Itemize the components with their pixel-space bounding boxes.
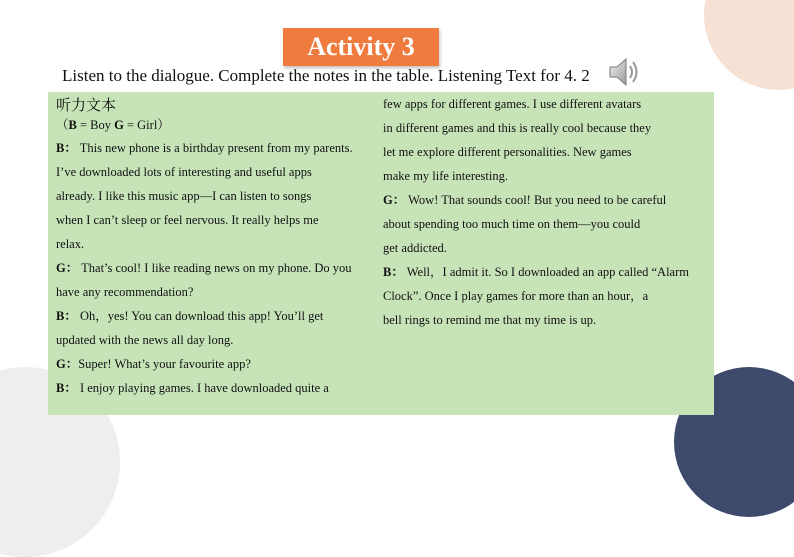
line-text: Wow! That sounds cool! But you need to be careful — [405, 193, 667, 207]
transcript-line — [383, 116, 713, 140]
transcript-line — [56, 232, 386, 256]
legend-boy-value: = Boy — [76, 118, 115, 132]
speaker-label: G： — [56, 357, 79, 371]
transcript-line — [383, 164, 713, 188]
speaker-label: B： — [383, 265, 404, 279]
line-text: relax. — [56, 237, 85, 251]
line-text: Oh，yes! You can download this app! You’ll get — [76, 309, 324, 323]
speaker-label: G： — [383, 193, 406, 207]
transcript-line — [56, 352, 386, 376]
transcript-panel — [48, 92, 714, 415]
line-text: already. I like this music app—I can listen to songs — [56, 189, 312, 203]
transcript-line — [56, 256, 386, 280]
line-text: get addicted. — [383, 241, 447, 255]
line-text: bell rings to remind me that my time is up. — [383, 313, 597, 327]
transcript-line — [383, 140, 713, 164]
transcript-line — [383, 236, 713, 260]
line-text: Clock”. Once I play games for more than an hour，a — [383, 289, 649, 303]
line-text: I enjoy playing games. I have downloaded quite a — [76, 381, 329, 395]
transcript-heading: 听力文本 — [56, 96, 117, 114]
instruction-text: Listen to the dialogue. Complete the notes in the table. Listening Text for 4. 2 — [62, 66, 590, 85]
line-text: Well，I admit it. So I downloaded an app called “Alarm — [403, 265, 689, 279]
speaker-label: G： — [56, 261, 79, 275]
transcript-line — [56, 280, 386, 304]
transcript-column-left — [56, 92, 386, 400]
legend-girl-value: = Girl） — [123, 118, 170, 132]
line-text: This new phone is a birthday present from my parents. — [76, 141, 353, 155]
transcript-line — [56, 376, 386, 400]
speaker-legend — [56, 114, 386, 136]
transcript-column-right — [383, 92, 713, 332]
line-text: let me explore different personalities. New games — [383, 145, 632, 159]
transcript-line — [56, 184, 386, 208]
legend-boy-key: B — [68, 118, 77, 132]
line-text: have any recommendation? — [56, 285, 194, 299]
transcript-line — [56, 208, 386, 232]
line-text: Super! What’s your favourite app? — [78, 357, 251, 371]
transcript-line — [383, 260, 713, 284]
speaker-label: B： — [56, 309, 77, 323]
line-text: when I can’t sleep or feel nervous. It really helps me — [56, 213, 319, 227]
line-text: few apps for different games. I use different avatars — [383, 97, 642, 111]
line-text: in different games and this is really cool because they — [383, 121, 652, 135]
line-text: I’ve downloaded lots of interesting and useful apps — [56, 165, 312, 179]
transcript-line — [56, 136, 386, 160]
line-text: updated with the news all day long. — [56, 333, 234, 347]
line-text: That’s cool! I like reading news on my phone. Do you — [78, 261, 352, 275]
transcript-line — [383, 284, 713, 308]
legend-open: （ — [56, 118, 69, 132]
line-text: about spending too much time on them—you could — [383, 217, 641, 231]
transcript-line — [383, 308, 713, 332]
transcript-line — [56, 160, 386, 184]
speaker-label: B： — [56, 141, 77, 155]
transcript-line — [383, 92, 713, 116]
transcript-line — [56, 328, 386, 352]
activity-title: Activity 3 — [283, 28, 439, 66]
legend-girl-key: G — [114, 118, 124, 132]
transcript-line — [383, 188, 713, 212]
line-text: make my life interesting. — [383, 169, 508, 183]
decorative-circle-top-right — [704, 0, 794, 90]
speaker-icon[interactable] — [604, 52, 644, 92]
transcript-line — [383, 212, 713, 236]
speaker-label: B： — [56, 381, 77, 395]
transcript-line — [56, 304, 386, 328]
